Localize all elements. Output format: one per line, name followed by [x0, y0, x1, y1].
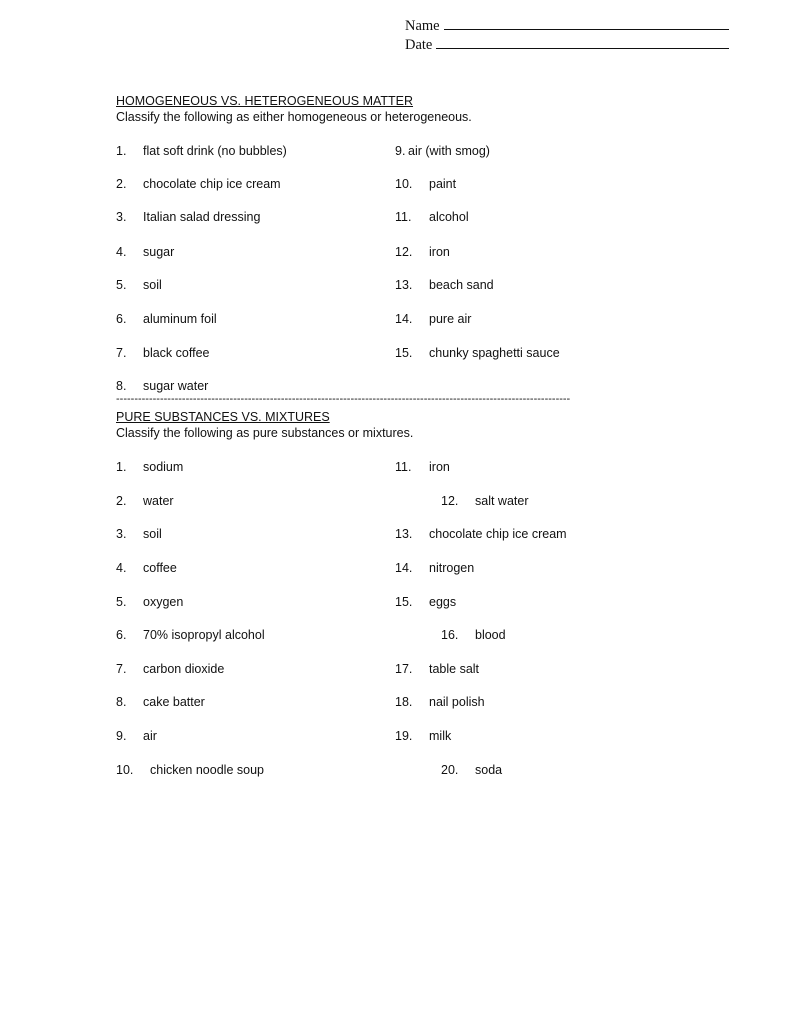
item-text: Italian salad dressing [143, 210, 261, 224]
date-row [405, 35, 729, 54]
list-item [116, 144, 287, 158]
list-item [116, 379, 208, 393]
list-item [116, 210, 260, 224]
section1-title: HOMOGENEOUS VS. HETEROGENEOUS MATTER [116, 94, 414, 108]
item-number: 19. [395, 729, 413, 743]
item-number: 11. [395, 210, 412, 224]
item-number: 15. [395, 595, 413, 609]
item-text: iron [429, 460, 450, 474]
item-number: 10. [395, 177, 413, 191]
list-item [116, 628, 265, 642]
item-text: beach sand [429, 278, 494, 292]
item-text: pure air [429, 312, 472, 326]
item-number: 3. [116, 527, 127, 541]
item-number: 12. [441, 494, 459, 508]
list-item [116, 662, 224, 676]
item-number: 6. [116, 312, 127, 326]
item-number: 13. [395, 278, 413, 292]
item-text: milk [429, 729, 452, 743]
name-label: Name [405, 18, 440, 34]
item-number: 15. [395, 346, 413, 360]
item-text: sodium [143, 460, 184, 474]
item-number: 14. [395, 312, 413, 326]
list-item [395, 527, 567, 541]
item-number: 20. [441, 763, 459, 777]
list-item [395, 346, 560, 360]
item-text: chicken noodle soup [150, 763, 264, 777]
item-text: soil [143, 527, 162, 541]
item-text: air [143, 729, 157, 743]
item-number: 13. [395, 527, 413, 541]
section2-instruction: Classify the following as pure substances or mixtures. [116, 426, 414, 440]
list-item [395, 595, 456, 609]
item-number: 6. [116, 628, 127, 642]
item-text: iron [429, 245, 450, 259]
item-text: black coffee [143, 346, 210, 360]
item-text: nitrogen [429, 561, 475, 575]
item-number: 4. [116, 561, 127, 575]
item-number: 2. [116, 494, 127, 508]
item-text: oxygen [143, 595, 184, 609]
item-text: blood [475, 628, 506, 642]
item-number: 16. [441, 628, 459, 642]
item-text: soda [475, 763, 503, 777]
item-number: 8. [116, 695, 127, 709]
list-item [441, 494, 529, 508]
item-text: alcohol [429, 210, 469, 224]
list-item [116, 763, 264, 777]
item-text: soil [143, 278, 162, 292]
item-number: 5. [116, 278, 127, 292]
item-text: sugar water [143, 379, 209, 393]
date-label: Date [405, 37, 433, 53]
list-item [116, 561, 177, 575]
item-text: salt water [475, 494, 529, 508]
item-number: 9. [395, 144, 406, 158]
list-item [395, 695, 485, 709]
item-text: air (with smog) [408, 144, 490, 158]
item-number: 18. [395, 695, 413, 709]
item-number: 4. [116, 245, 127, 259]
item-text: chocolate chip ice cream [429, 527, 567, 541]
item-number: 3. [116, 210, 127, 224]
list-item [116, 177, 281, 191]
list-item [116, 245, 174, 259]
list-item [116, 595, 183, 609]
item-text: carbon dioxide [143, 662, 225, 676]
name-date-block [405, 16, 729, 54]
section-divider: ---------------------------------------------------------------------------------------------------------------------------- [116, 393, 571, 405]
item-text: coffee [143, 561, 177, 575]
item-number: 9. [116, 729, 127, 743]
list-item [395, 312, 471, 326]
item-text: paint [429, 177, 457, 191]
list-item [441, 628, 506, 642]
date-field[interactable] [436, 35, 729, 49]
item-number: 12. [395, 245, 413, 259]
list-item [116, 460, 183, 474]
item-text: sugar [143, 245, 175, 259]
item-text: chunky spaghetti sauce [429, 346, 560, 360]
list-item [116, 312, 217, 326]
list-item [116, 494, 174, 508]
list-item [116, 729, 157, 743]
name-row [405, 16, 729, 35]
list-item [395, 177, 456, 191]
name-field[interactable] [444, 16, 729, 30]
item-text: 70% isopropyl alcohol [143, 628, 265, 642]
item-number: 1. [116, 460, 127, 474]
list-item [395, 278, 494, 292]
item-number: 5. [116, 595, 127, 609]
list-item [395, 662, 479, 676]
item-number: 10. [116, 763, 134, 777]
section1-instruction: Classify the following as either homogeneous or heterogeneous. [116, 110, 472, 124]
item-number: 2. [116, 177, 127, 191]
list-item [395, 245, 450, 259]
list-item [116, 695, 205, 709]
list-item [395, 561, 474, 575]
item-text: table salt [429, 662, 480, 676]
list-item [395, 144, 490, 158]
list-item [116, 527, 162, 541]
item-text: water [143, 494, 174, 508]
item-number: 11. [395, 460, 412, 474]
item-text: chocolate chip ice cream [143, 177, 281, 191]
section2-title: PURE SUBSTANCES VS. MIXTURES [116, 410, 330, 424]
list-item [116, 278, 162, 292]
item-text: cake batter [143, 695, 205, 709]
list-item [395, 460, 450, 474]
list-item [116, 346, 209, 360]
item-text: aluminum foil [143, 312, 217, 326]
item-number: 7. [116, 662, 127, 676]
list-item [441, 763, 502, 777]
item-number: 7. [116, 346, 127, 360]
item-number: 14. [395, 561, 413, 575]
item-number: 17. [395, 662, 413, 676]
item-text: flat soft drink (no bubbles) [143, 144, 287, 158]
item-number: 1. [116, 144, 127, 158]
item-text: nail polish [429, 695, 485, 709]
list-item [395, 210, 469, 224]
item-number: 8. [116, 379, 127, 393]
item-text: eggs [429, 595, 457, 609]
list-item [395, 729, 451, 743]
